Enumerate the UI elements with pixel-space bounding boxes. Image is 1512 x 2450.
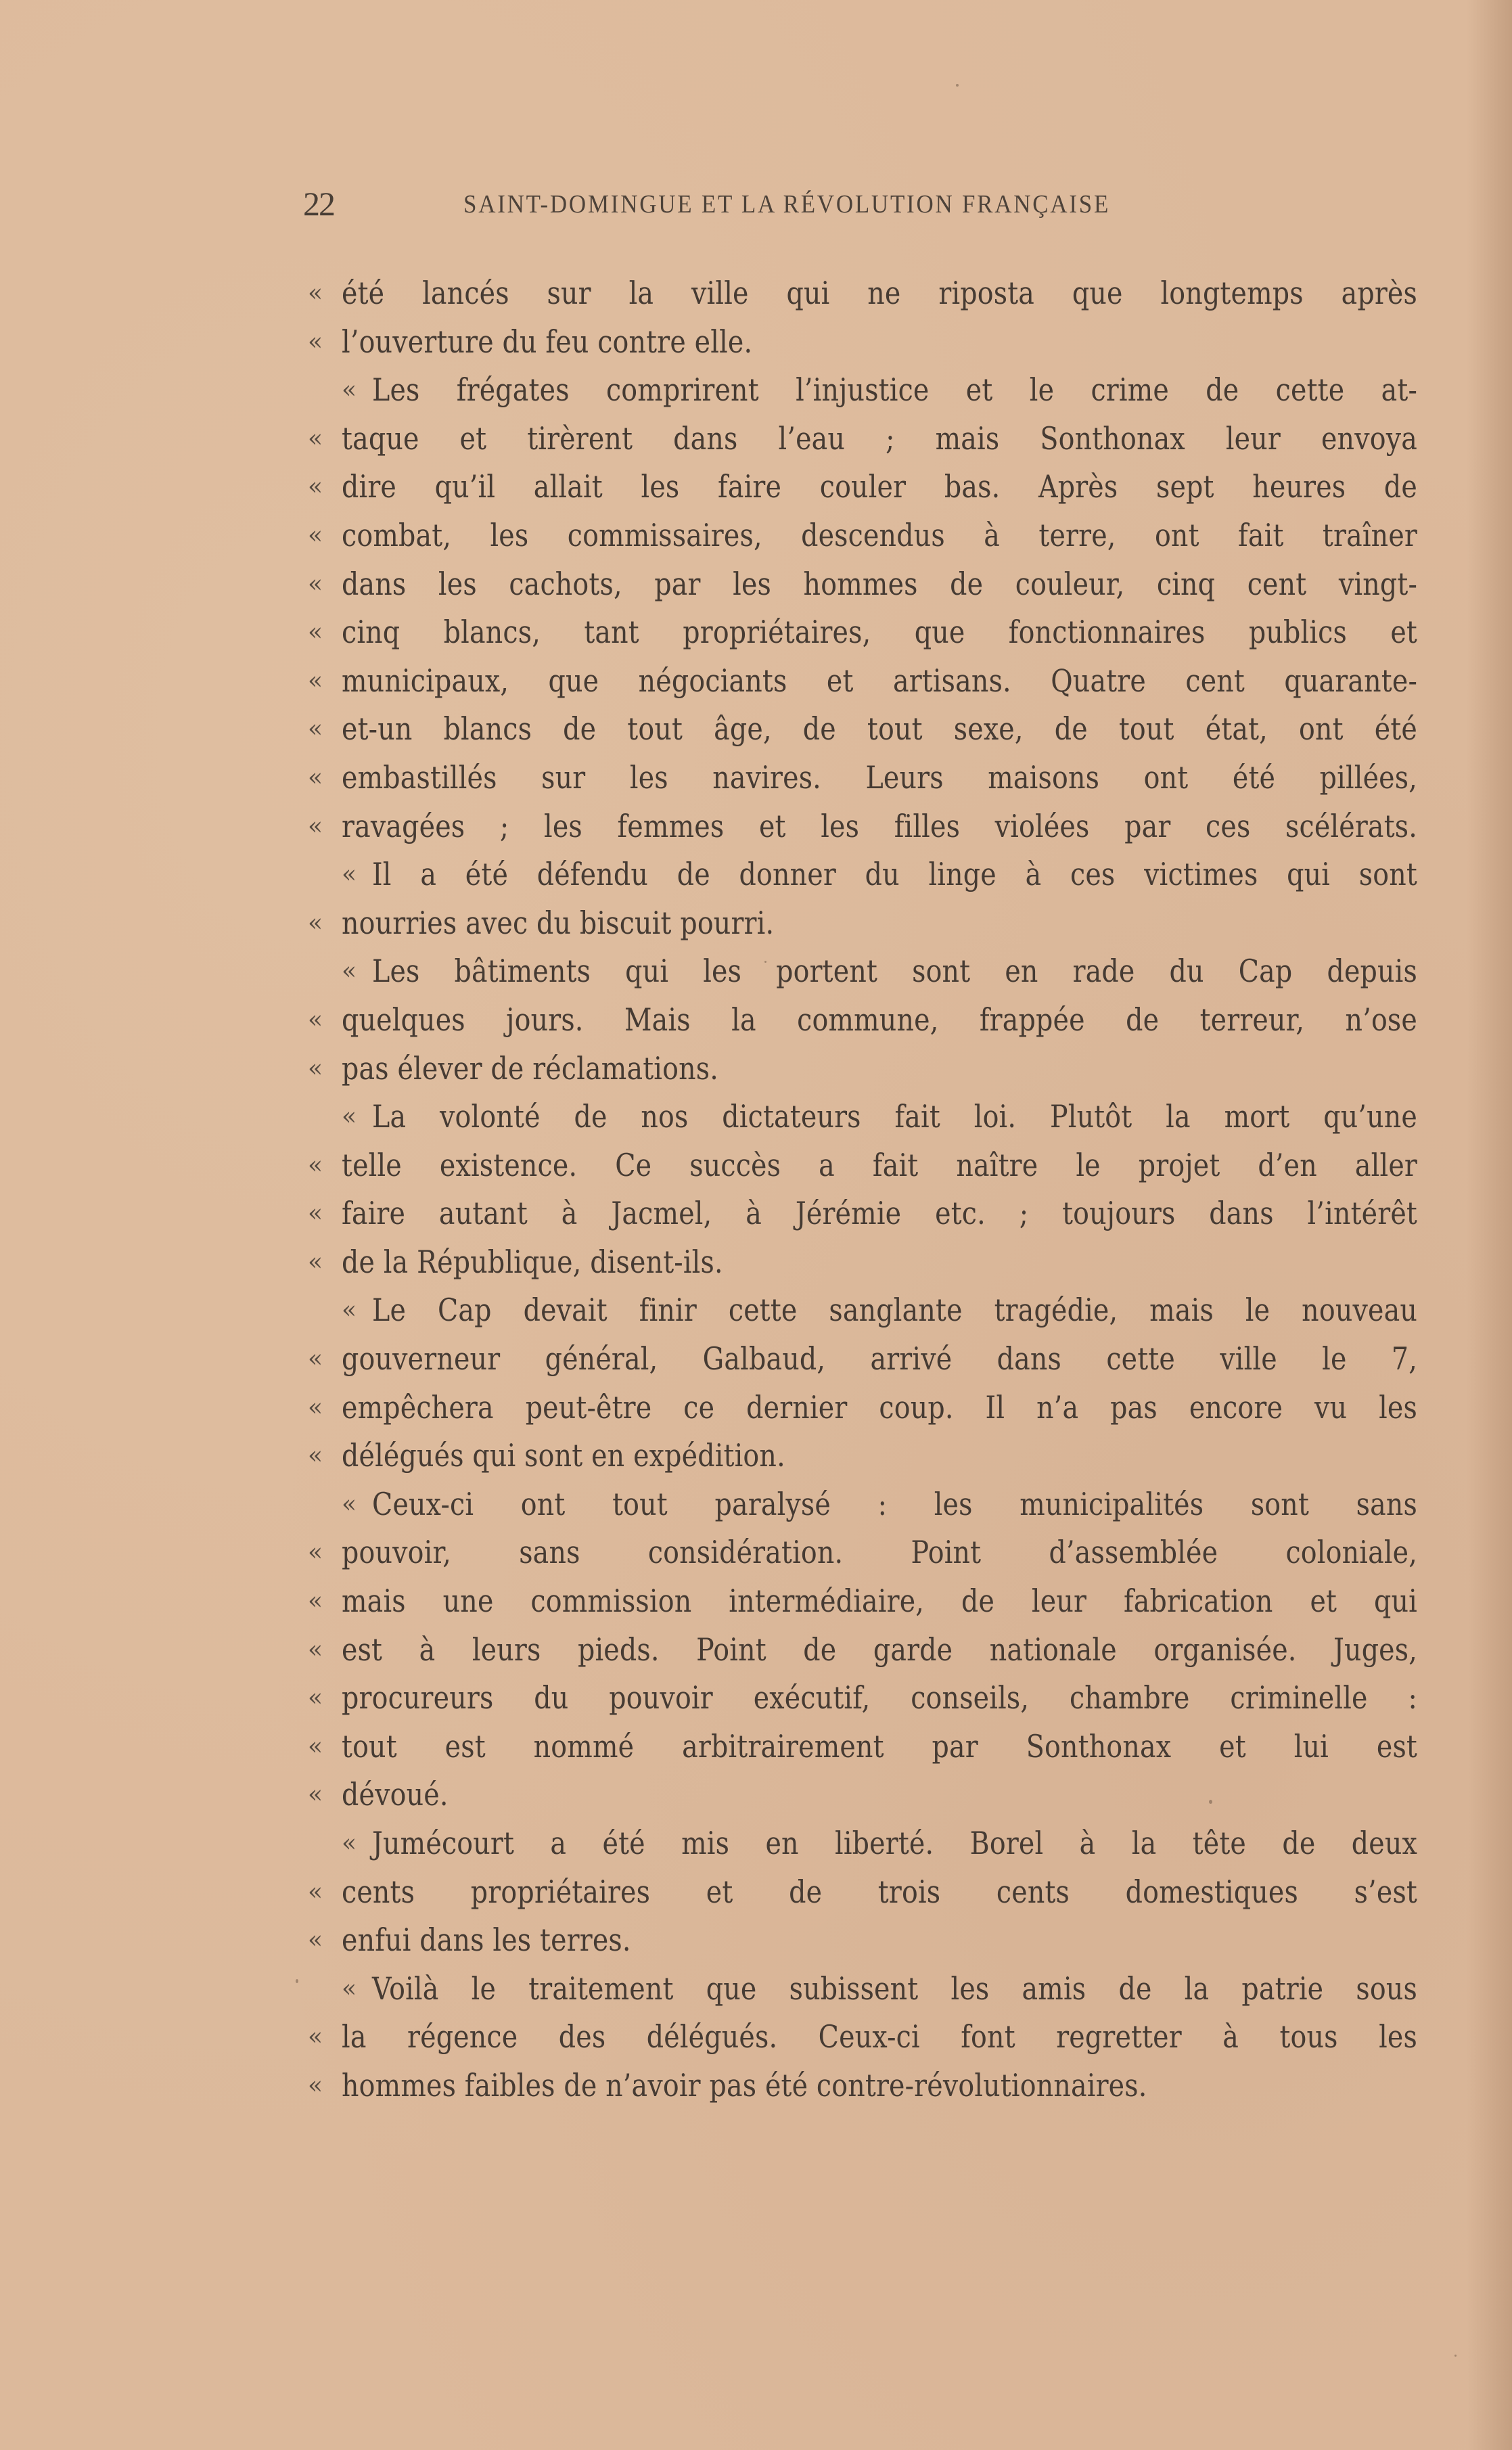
guillemet-mark: «	[308, 1393, 323, 1422]
running-head	[303, 184, 1413, 225]
line-text: Ceux-ci ont tout paralysé : les municipalités sont sans	[372, 1485, 1417, 1522]
paper-speck	[1454, 2355, 1457, 2357]
text-line	[308, 802, 1417, 851]
line-text: La volonté de nos dictateurs fait loi. Plutôt la mort qu’une	[372, 1098, 1417, 1135]
guillemet-mark: «	[308, 1248, 323, 1276]
text-line	[308, 463, 1417, 512]
line-text: mais une commission intermédiaire, de leur fabrication et qui	[342, 1583, 1417, 1620]
line-text: pouvoir, sans considération. Point d’assemblée coloniale,	[342, 1534, 1417, 1571]
text-line	[308, 1771, 1417, 1819]
line-text: délégués qui sont en expédition.	[342, 1437, 785, 1474]
text-line	[308, 996, 1417, 1045]
guillemet-mark: «	[308, 1732, 323, 1761]
line-text: empêchera peut-être ce dernier coup. Il n’a pas encore vu les	[342, 1388, 1417, 1426]
text-line	[308, 1626, 1417, 1675]
line-text: gouverneur général, Galbaud, arrivé dans cette ville le 7,	[342, 1340, 1417, 1378]
text-line	[308, 1528, 1417, 1577]
text-line	[308, 1238, 1417, 1287]
line-text: la régence des délégués. Ceux-ci font regretter à tous les	[342, 2018, 1417, 2056]
line-text: tout est nommé arbitrairement par Sonthonax et lui est	[342, 1727, 1417, 1765]
line-text: pas élever de réclamations.	[342, 1049, 718, 1087]
line-text: et-un blancs de tout âge, de tout sexe, de tout état, ont été	[342, 710, 1417, 748]
guillemet-mark: «	[342, 1490, 357, 1518]
text-line	[308, 1045, 1417, 1093]
text-line	[308, 899, 1417, 948]
line-text: dans les cachots, par les hommes de couleur, cinq cent vingt-	[342, 565, 1417, 602]
text-line	[308, 1723, 1417, 1771]
guillemet-mark: «	[308, 715, 323, 744]
guillemet-mark: «	[308, 2023, 323, 2051]
line-text: Les bâtiments qui les portent sont en rade du Cap depuis	[372, 953, 1417, 990]
guillemet-mark: «	[308, 327, 323, 356]
text-line	[308, 754, 1417, 802]
text-line	[308, 512, 1417, 560]
line-text: taque et tirèrent dans l’eau ; mais Sonthonax leur envoya	[342, 419, 1417, 457]
text-line	[308, 1141, 1417, 1190]
line-text: ravagées ; les femmes et les filles violées par ces scélérats.	[342, 807, 1417, 844]
text-line	[308, 657, 1417, 706]
paragraph-first-line	[308, 366, 1417, 415]
guillemet-mark: «	[308, 1151, 323, 1179]
text-line	[308, 269, 1417, 318]
line-text: Le Cap devait finir cette sanglante tragédie, mais le nouveau	[372, 1292, 1417, 1329]
running-title: SAINT-DOMINGUE ET LA RÉVOLUTION FRANÇAISE	[463, 190, 1111, 219]
line-text: Il a été défendu de donner du linge à ces victimes qui sont	[372, 856, 1417, 893]
text-line	[308, 1674, 1417, 1723]
text-line	[308, 1577, 1417, 1626]
line-text: quelques jours. Mais la commune, frappée de terreur, n’ose	[342, 1001, 1417, 1038]
guillemet-mark: «	[308, 618, 323, 647]
line-text: embastillés sur les navires. Leurs maisons ont été pillées,	[342, 758, 1417, 796]
paragraph-first-line	[308, 1480, 1417, 1529]
paragraph-first-line	[308, 1819, 1417, 1868]
text-line	[308, 2013, 1417, 2062]
line-text: Les frégates comprirent l’injustice et le crime de cette at-	[372, 371, 1417, 409]
guillemet-mark: «	[308, 1878, 323, 1906]
guillemet-mark: «	[308, 1781, 323, 1809]
guillemet-mark: «	[308, 812, 323, 840]
guillemet-mark: «	[308, 1539, 323, 1567]
line-text: municipaux, que négociants et artisans. Quatre cent quarante-	[342, 662, 1417, 699]
line-text: l’ouverture du feu contre elle.	[342, 323, 753, 360]
line-text: cinq blancs, tant propriétaires, que fonctionnaires publics et	[342, 614, 1417, 651]
guillemet-mark: «	[342, 1103, 357, 1131]
text-line	[308, 415, 1417, 463]
guillemet-mark: «	[308, 473, 323, 501]
guillemet-mark: «	[308, 279, 323, 307]
line-text: cents propriétaires et de trois cents domestiques s’est	[342, 1873, 1417, 1910]
guillemet-mark: «	[308, 1005, 323, 1034]
paper-speck	[1209, 1800, 1212, 1804]
paper-speck	[956, 84, 959, 87]
guillemet-mark: «	[308, 1684, 323, 1712]
text-line	[308, 1432, 1417, 1480]
text-line	[308, 608, 1417, 657]
line-text: hommes faibles de n’avoir pas été contre-révolutionnaires.	[342, 2066, 1147, 2104]
text-line	[308, 1189, 1417, 1238]
paper-speck	[296, 1979, 298, 1983]
text-line	[308, 1868, 1417, 1917]
paragraph-first-line	[308, 1286, 1417, 1335]
line-text: Jumécourt a été mis en liberté. Borel à la tête de deux	[372, 1825, 1417, 1861]
paragraph-first-line	[308, 1965, 1417, 2014]
body-text	[308, 269, 1417, 2110]
guillemet-mark: «	[308, 1345, 323, 1374]
guillemet-mark: «	[342, 376, 357, 405]
text-line	[308, 1384, 1417, 1432]
line-text: de la République, disent-ils.	[342, 1243, 723, 1280]
guillemet-mark: «	[308, 763, 323, 792]
paragraph-first-line	[308, 1093, 1417, 1141]
line-text: dire qu’il allait les faire couler bas. Après sept heures de	[342, 468, 1417, 505]
guillemet-mark: «	[308, 521, 323, 549]
text-line	[308, 560, 1417, 609]
guillemet-mark: «	[308, 666, 323, 695]
guillemet-mark: «	[342, 957, 357, 986]
line-text: enfui dans les terres.	[342, 1922, 631, 1959]
text-line	[308, 2062, 1417, 2110]
line-text: été lancés sur la ville qui ne riposta que longtemps après	[342, 275, 1417, 311]
line-text: procureurs du pouvoir exécutif, conseils, chambre criminelle :	[342, 1679, 1417, 1717]
guillemet-mark: «	[342, 1296, 357, 1325]
guillemet-mark: «	[308, 909, 323, 937]
guillemet-mark: «	[308, 1200, 323, 1228]
text-line	[308, 1916, 1417, 1965]
line-text: dévoué.	[342, 1776, 449, 1813]
guillemet-mark: «	[308, 1587, 323, 1616]
guillemet-mark: «	[308, 1054, 323, 1083]
line-text: Voilà le traitement que subissent les amis de la patrie sous	[372, 1970, 1417, 2007]
line-text: nourries avec du biscuit pourri.	[342, 904, 775, 941]
paragraph-first-line	[308, 850, 1417, 899]
line-text: faire autant à Jacmel, à Jérémie etc. ; toujours dans l’intérêt	[342, 1195, 1417, 1232]
line-text: est à leurs pieds. Point de garde nationale organisée. Juges,	[342, 1631, 1417, 1668]
guillemet-mark: «	[308, 1442, 323, 1470]
line-text: combat, les commissaires, descendus à terre, ont fait traîner	[342, 516, 1417, 553]
guillemet-mark: «	[308, 1635, 323, 1664]
guillemet-mark: «	[308, 2071, 323, 2100]
text-line	[308, 1335, 1417, 1384]
guillemet-mark: «	[308, 1926, 323, 1955]
paper-speck	[764, 961, 766, 963]
page-number: 22	[303, 185, 334, 223]
text-line	[308, 318, 1417, 367]
guillemet-mark: «	[308, 424, 323, 453]
paragraph-first-line	[308, 947, 1417, 996]
guillemet-mark: «	[342, 861, 357, 889]
text-line	[308, 705, 1417, 754]
guillemet-mark: «	[342, 1830, 357, 1857]
line-text: telle existence. Ce succès a fait naître le projet d’en aller	[342, 1146, 1417, 1183]
guillemet-mark: «	[308, 570, 323, 598]
guillemet-mark: «	[342, 1974, 357, 2003]
